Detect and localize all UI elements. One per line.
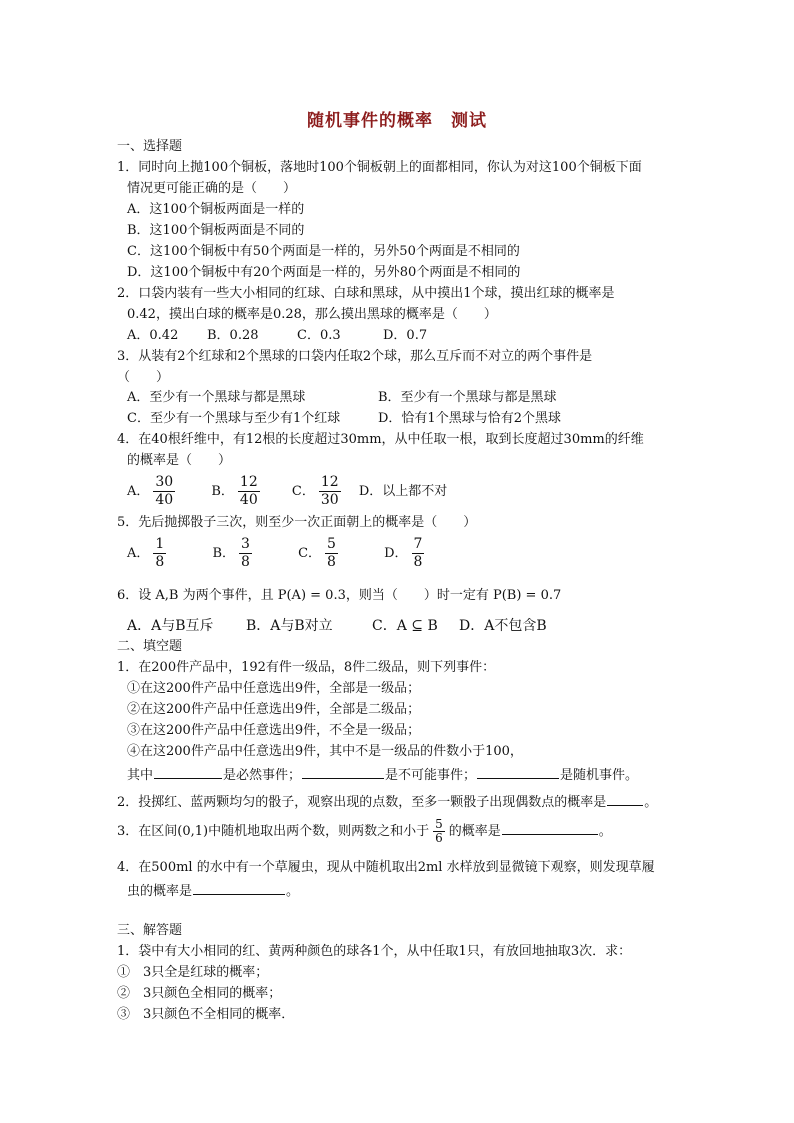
mc-q1-option-d: D．这100个铜板中有20个两面是一样的，另外80个两面是不相同的 [127,265,521,280]
solve-q1-item1: ① 3只全是红球的概率； [117,965,269,980]
mc-q6-option-a: A．A与B互斥 [127,618,214,634]
mc-q4-option-b-label: B． [211,484,234,499]
mc-q4-line1: 4．在40根纤维中，有12根的长度超过30mm，从中任取一根，取到长度超过30mm的纤维 [117,432,644,447]
fraction-denominator: 8 [413,554,423,570]
mc-q4-option-b-fraction [238,474,260,509]
fraction-numerator: 12 [320,474,339,490]
fraction-denominator: 30 [320,492,339,508]
mc-q2-option-d: D．0.7 [383,328,428,343]
fill-q3-pre: 3．在区间(0,1)中随机地取出两个数，则两数之和小于 [117,824,430,839]
fill-q1-text-3: 是不可能事件； [385,768,477,783]
mc-q5-option-d-fraction [412,536,425,571]
fill-q4-end: 。 [286,884,300,899]
fraction-denominator: 8 [155,554,165,570]
mc-q2-line1: 2．口袋内装有一些大小相同的红球、白球和黑球，从中摸出1个球，摸出红球的概率是 [117,286,615,301]
mc-q4-option-d: D．以上都不对 [358,484,448,499]
fill-q1-item3: ③在这200件产品中任意选出9件，不全是一级品； [127,723,421,738]
mc-q3-option-a: A．至少有一个黑球与都是黑球 [127,390,306,405]
fraction-numerator: 1 [155,536,165,552]
fraction-numerator: 3 [241,536,250,552]
mc-q5-option-d-label: D． [384,546,408,561]
mc-q3-option-d: D．恰有1个黑球与恰有2个黑球 [378,411,561,426]
mc-q1-option-b: B．这100个铜板两面是不同的 [127,223,305,238]
mc-q5-options [127,534,428,574]
fill-q1-line1: 1．在200件产品中，192有件一级品，8件二级品，则下列事件： [117,660,496,675]
mc-q2-option-c: C．0.3 [297,328,341,343]
fill-q3-end: 。 [598,824,612,839]
mc-q4-option-c-fraction [319,474,341,509]
answer-blank-q3[interactable] [502,820,598,835]
mc-q5-option-c-label: C． [298,546,322,561]
fill-q2-text: 2．投掷红、蓝两颗均匀的骰子，观察出现的点数，至多一颗骰子出现偶数点的概率是 [117,795,607,810]
mc-q5-option-b-label: B． [212,546,236,561]
fill-q1-text-1: 其中 [127,768,154,783]
fraction-numerator: 30 [155,474,174,490]
fraction-denominator: 40 [155,492,174,508]
fill-q1-text-2: 是必然事件； [223,768,302,783]
fraction-denominator: 40 [239,492,258,508]
mc-q4-line2: 的概率是（ ） [127,453,232,468]
solve-q1-line1: 1．袋中有大小相同的红、黄两种颜色的球各1个，从中任取1只，有放回地抽取3次．求： [117,944,632,959]
section-heading-solve: 三、解答题 [117,923,183,938]
mc-q4-option-a-label: A． [127,484,150,499]
answer-blank-certain[interactable] [154,764,222,779]
fraction-numerator: 5 [435,817,443,831]
answer-blank-impossible[interactable] [302,764,384,779]
mc-q4-option-c-label: C． [291,484,315,499]
fill-q1-item2: ②在这200件产品中任意选出9件，全部是二级品； [127,702,421,717]
fraction-numerator: 5 [327,536,336,552]
mc-q4-options [127,472,447,512]
fill-q4-line2 [127,880,299,901]
fill-q4-text: 虫的概率是 [127,884,193,899]
mc-q6-option-c: C．A ⊆ B [372,618,438,634]
mc-q1-line1: 1．同时向上抛100个铜板，落地时100个铜板朝上的面都相同，你认为对这100个铜板下面 [117,160,642,175]
fraction-denominator: 8 [241,554,250,570]
section-heading-choice: 一、选择题 [117,139,183,154]
fill-q1-answer-line [127,764,638,785]
mc-q3-line2: （ ） [117,370,170,385]
answer-blank-q2[interactable] [607,791,643,806]
fill-q2-line [117,791,657,812]
mc-q5-option-a-fraction [153,536,166,571]
mc-q2-line2: 0.42，摸出白球的概率是0.28，那么摸出黑球的概率是（ ） [127,307,497,322]
answer-blank-q4[interactable] [193,880,285,895]
fill-q2-end: 。 [644,795,658,810]
mc-q5-line1: 5．先后抛掷骰子三次，则至少一次正面朝上的概率是（ ） [117,515,477,530]
fill-q1-item4: ④在这200件产品中任意选出9件，其中不是一级品的件数小于100， [127,744,523,759]
mc-q3-option-c: C．至少有一个黑球与至少有1个红球 [127,411,341,426]
mc-q2-option-a: A．0.42 [127,328,179,343]
fill-q4-line1: 4．在500ml 的水中有一个草履虫，现从中随机取出2ml 水样放到显微镜下观察，则发现草履 [117,860,655,875]
solve-q1-item3: ③ 3只颜色不全相同的概率． [117,1007,295,1022]
mc-q1-option-c: C．这100个铜板中有50个两面是一样的，另外50个两面是不相同的 [127,244,520,259]
mc-q5-option-c-fraction [325,536,338,571]
mc-q3-option-b: B．至少有一个黑球与都是黑球 [378,390,557,405]
solve-q1-item2: ② 3只颜色全相同的概率； [117,986,282,1001]
mc-q5-option-a-label: A． [127,546,150,561]
fill-q1-text-4: 是随机事件。 [560,768,639,783]
answer-blank-random[interactable] [477,764,559,779]
mc-q1-option-a: A．这100个铜板两面是一样的 [127,202,305,217]
mc-q4-option-a-fraction [153,474,175,509]
fraction-numerator: 7 [413,536,423,552]
fraction-numerator: 12 [239,474,258,490]
fraction-denominator: 8 [327,554,336,570]
mc-q2-option-b: B．0.28 [207,328,259,343]
mc-q6-option-b: B．A与B对立 [246,618,333,634]
mc-q3-line1: 3．从装有2个红球和2个黑球的口袋内任取2个球，那么互斥而不对立的两个事件是 [117,349,593,364]
fill-q3-fraction [433,818,445,845]
page-title: 随机事件的概率 测试 [307,111,487,131]
fraction-denominator: 6 [435,831,443,845]
mc-q5-option-b-fraction [239,536,252,571]
mc-q1-line2: 情况更可能正确的是（ ） [127,181,297,196]
section-heading-fill: 二、填空题 [117,639,183,654]
fill-q1-item1: ①在这200件产品中任意选出9件，全部是一级品； [127,681,421,696]
mc-q6-option-d: D．A不包含B [459,618,547,634]
fill-q3-post: 的概率是 [448,824,501,839]
fill-q3-line [117,815,612,849]
mc-q6-line1: 6．设 A,B 为两个事件，且 P(A) = 0.3，则当（ ）时一定有 P(B) = 0.7 [117,588,562,603]
